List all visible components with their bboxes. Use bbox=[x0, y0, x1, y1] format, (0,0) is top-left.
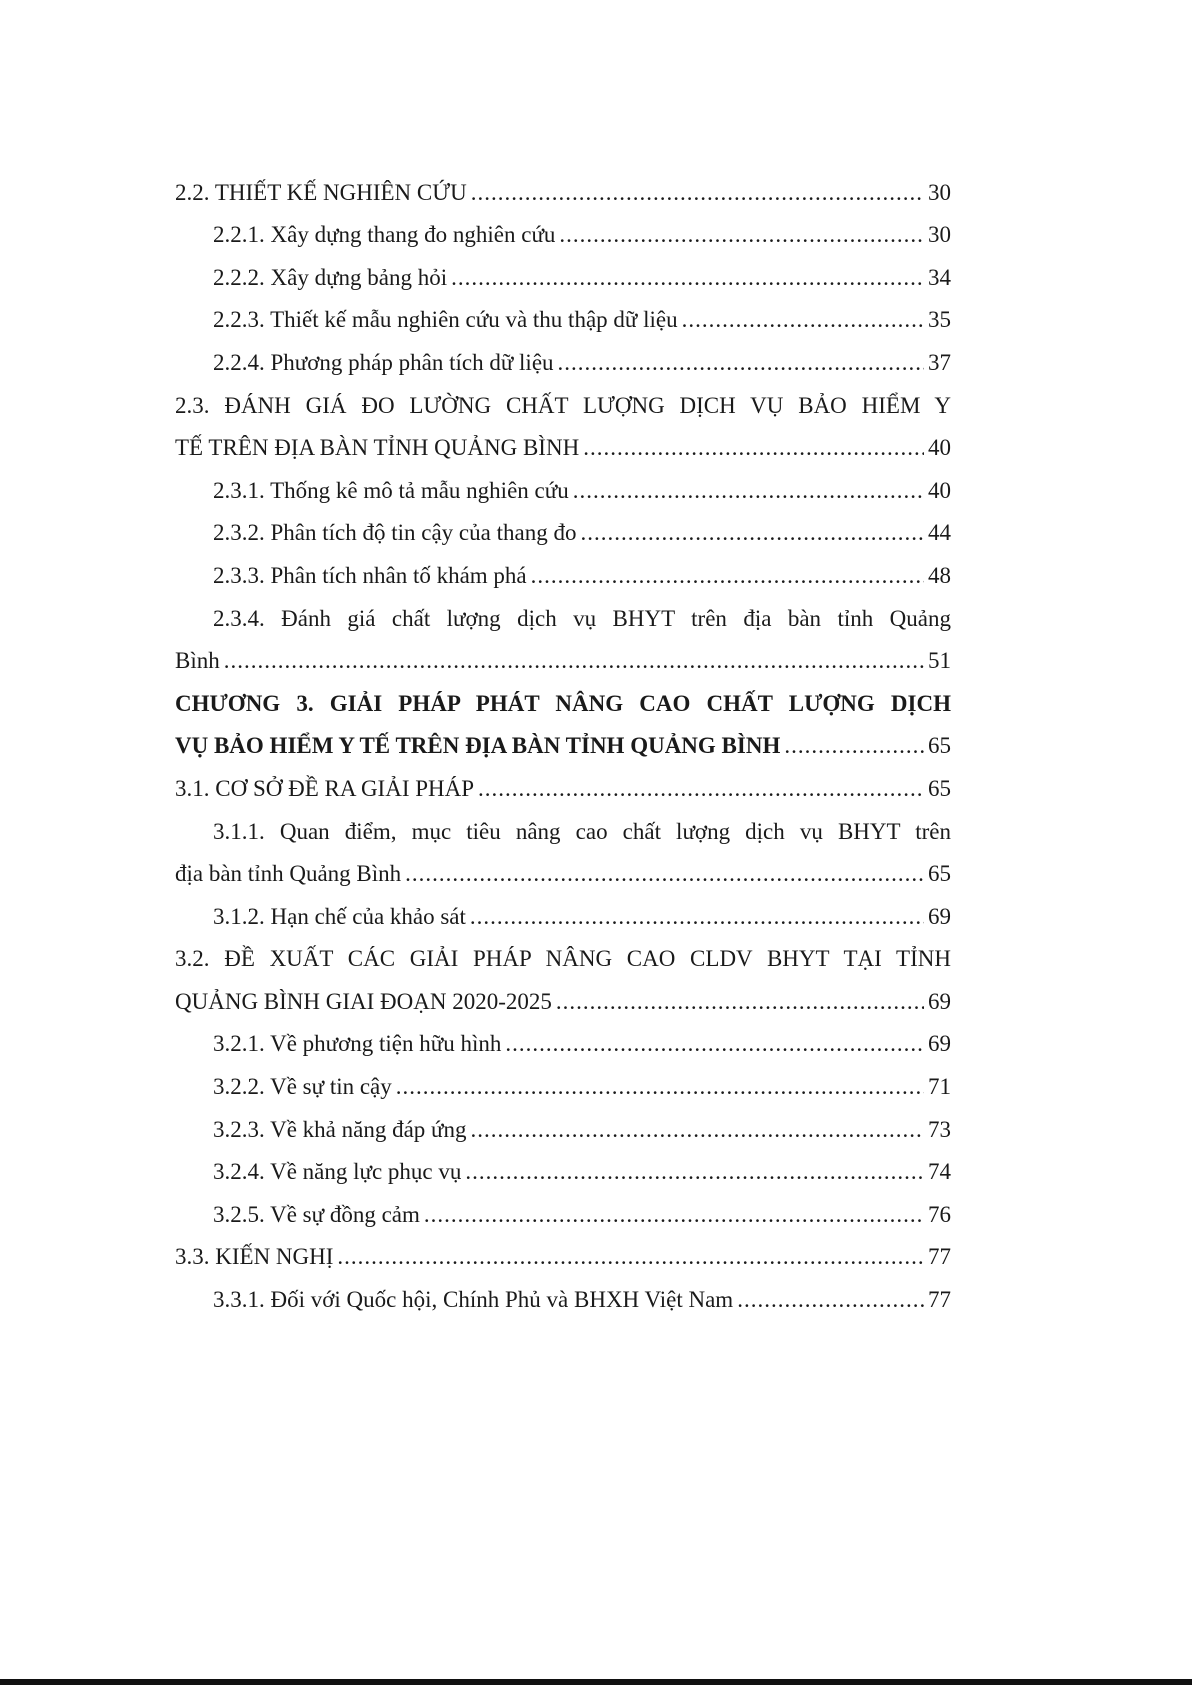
toc-entry bbox=[175, 1064, 951, 1107]
toc-dot-leader bbox=[556, 989, 924, 1015]
toc-entry bbox=[175, 255, 951, 298]
toc-entry-title: 2.3.2. Phân tích độ tin cậy của thang đo bbox=[213, 520, 577, 546]
toc-page-number: 71 bbox=[928, 1074, 951, 1100]
toc-dot-leader bbox=[559, 222, 924, 248]
toc-page-number: 74 bbox=[928, 1159, 951, 1185]
toc-entry-wrapped-line bbox=[175, 383, 951, 426]
toc-page-number: 77 bbox=[928, 1287, 951, 1313]
toc-dot-leader bbox=[471, 180, 924, 206]
toc-entry-title: VỤ BẢO HIỂM Y TẾ TRÊN ĐỊA BÀN TỈNH QUẢNG BÌNH bbox=[175, 733, 781, 759]
toc-entry-wrapped-line bbox=[175, 937, 951, 980]
toc-entry bbox=[175, 894, 951, 937]
toc-entry bbox=[175, 1235, 951, 1278]
toc-entry bbox=[175, 1022, 951, 1065]
toc-chapter-heading-line bbox=[175, 681, 951, 724]
toc-entry-title: 2.2.4. Phương pháp phân tích dữ liệu bbox=[213, 349, 554, 375]
toc-entry-title: 2.3. ĐÁNH GIÁ ĐO LƯỜNG CHẤT LƯỢNG DỊCH VỤ BẢO HIỂM Y bbox=[175, 392, 951, 418]
toc-entry-title: 3.2.3. Về khả năng đáp ứng bbox=[213, 1116, 467, 1142]
toc-page-number: 51 bbox=[928, 648, 951, 674]
toc-entry bbox=[175, 511, 951, 554]
toc-entry-title: Bình bbox=[175, 648, 220, 674]
toc-page-number: 40 bbox=[928, 477, 951, 503]
toc-page-number: 44 bbox=[928, 520, 951, 546]
toc-entry-title: TẾ TRÊN ĐỊA BÀN TỈNH QUẢNG BÌNH bbox=[175, 435, 580, 461]
toc-entry bbox=[175, 852, 951, 895]
toc-dot-leader bbox=[531, 563, 924, 589]
toc-page-number: 35 bbox=[928, 307, 951, 333]
toc-dot-leader bbox=[465, 1159, 924, 1185]
toc-entry bbox=[175, 340, 951, 383]
toc-dot-leader bbox=[405, 861, 924, 887]
toc-dot-leader bbox=[470, 904, 924, 930]
toc-dot-leader bbox=[337, 1244, 924, 1270]
toc-page-number: 40 bbox=[928, 435, 951, 461]
toc-entry-title: 3.2. ĐỀ XUẤT CÁC GIẢI PHÁP NÂNG CAO CLDV BHYT TẠI TỈNH bbox=[175, 946, 951, 972]
toc-entry bbox=[175, 1277, 951, 1320]
toc-dot-leader bbox=[784, 733, 924, 759]
toc-dot-leader bbox=[451, 265, 924, 291]
toc-page-number: 69 bbox=[928, 988, 951, 1014]
toc-entry bbox=[175, 1150, 951, 1193]
toc-entry-title: 3.2.5. Về sự đồng cảm bbox=[213, 1201, 420, 1227]
toc-dot-leader bbox=[737, 1287, 924, 1313]
toc-entry bbox=[175, 1107, 951, 1150]
toc-entry bbox=[175, 979, 951, 1022]
toc-page-number: 77 bbox=[928, 1244, 951, 1270]
toc-dot-leader bbox=[424, 1202, 924, 1228]
toc-entry bbox=[175, 639, 951, 682]
toc-entry bbox=[175, 1192, 951, 1235]
toc-entry-title: QUẢNG BÌNH GIAI ĐOẠN 2020-2025 bbox=[175, 988, 552, 1014]
toc-entry-wrapped-line bbox=[175, 809, 951, 852]
toc-page-number: 69 bbox=[928, 1031, 951, 1057]
toc-chapter-heading bbox=[175, 724, 951, 767]
toc-entry-title: 3.1.2. Hạn chế của khảo sát bbox=[213, 903, 466, 929]
toc-entry-title: 2.3.4. Đánh giá chất lượng dịch vụ BHYT trên địa bàn tỉnh Quảng bbox=[213, 605, 951, 631]
toc-entry bbox=[175, 170, 951, 213]
toc-page-number: 30 bbox=[928, 222, 951, 248]
toc-entry-title: 2.3.3. Phân tích nhân tố khám phá bbox=[213, 562, 527, 588]
toc-entry bbox=[175, 553, 951, 596]
toc-entry-title: địa bàn tỉnh Quảng Bình bbox=[175, 861, 402, 887]
toc-entry-title: 3.2.4. Về năng lực phục vụ bbox=[213, 1159, 462, 1185]
toc-dot-leader bbox=[580, 520, 924, 546]
toc-page-number: 65 bbox=[928, 775, 951, 801]
toc-entry-title: 2.2. THIẾT KẾ NGHIÊN CỨU bbox=[175, 179, 467, 205]
toc-entry-title: 3.3. KIẾN NGHỊ bbox=[175, 1244, 334, 1270]
toc-entry-title: 3.3.1. Đối với Quốc hội, Chính Phủ và BHXH Việt Nam bbox=[213, 1287, 734, 1313]
toc-entry-title: 3.1.1. Quan điểm, mục tiêu nâng cao chất lượng dịch vụ BHYT trên bbox=[213, 818, 951, 844]
toc-dot-leader bbox=[471, 1117, 925, 1143]
toc-entry-wrapped-line bbox=[175, 596, 951, 639]
page-bottom-edge bbox=[0, 1679, 1192, 1685]
table-of-contents bbox=[175, 170, 951, 1320]
toc-entry-title: CHƯƠNG 3. GIẢI PHÁP PHÁT NÂNG CAO CHẤT LƯỢNG DỊCH bbox=[175, 690, 951, 716]
toc-dot-leader bbox=[573, 478, 924, 504]
toc-page-number: 73 bbox=[928, 1116, 951, 1142]
toc-entry-title: 2.2.1. Xây dựng thang đo nghiên cứu bbox=[213, 222, 556, 248]
toc-page-number: 34 bbox=[928, 264, 951, 290]
toc-page-number: 30 bbox=[928, 179, 951, 205]
toc-entry-title: 2.2.2. Xây dựng bảng hỏi bbox=[213, 264, 448, 290]
toc-entry-title: 2.2.3. Thiết kế mẫu nghiên cứu và thu thập dữ liệu bbox=[213, 307, 678, 333]
toc-entry bbox=[175, 298, 951, 341]
toc-page-number: 48 bbox=[928, 562, 951, 588]
toc-entry bbox=[175, 468, 951, 511]
toc-entry-title: 2.3.1. Thống kê mô tả mẫu nghiên cứu bbox=[213, 477, 569, 503]
toc-dot-leader bbox=[478, 776, 924, 802]
toc-page-number: 37 bbox=[928, 349, 951, 375]
toc-dot-leader bbox=[396, 1074, 924, 1100]
toc-entry bbox=[175, 213, 951, 256]
toc-page-number: 65 bbox=[928, 861, 951, 887]
toc-entry-title: 3.2.2. Về sự tin cậy bbox=[213, 1074, 392, 1100]
toc-dot-leader bbox=[558, 350, 924, 376]
toc-entry bbox=[175, 766, 951, 809]
toc-page-number: 65 bbox=[928, 733, 951, 759]
toc-page-number: 69 bbox=[928, 903, 951, 929]
toc-dot-leader bbox=[505, 1031, 924, 1057]
toc-dot-leader bbox=[224, 648, 924, 674]
toc-page-number: 76 bbox=[928, 1201, 951, 1227]
toc-dot-leader bbox=[583, 435, 924, 461]
toc-entry bbox=[175, 426, 951, 469]
toc-dot-leader bbox=[682, 307, 924, 333]
toc-entry-title: 3.1. CƠ SỞ ĐỀ RA GIẢI PHÁP bbox=[175, 775, 475, 801]
toc-entry-title: 3.2.1. Về phương tiện hữu hình bbox=[213, 1031, 502, 1057]
